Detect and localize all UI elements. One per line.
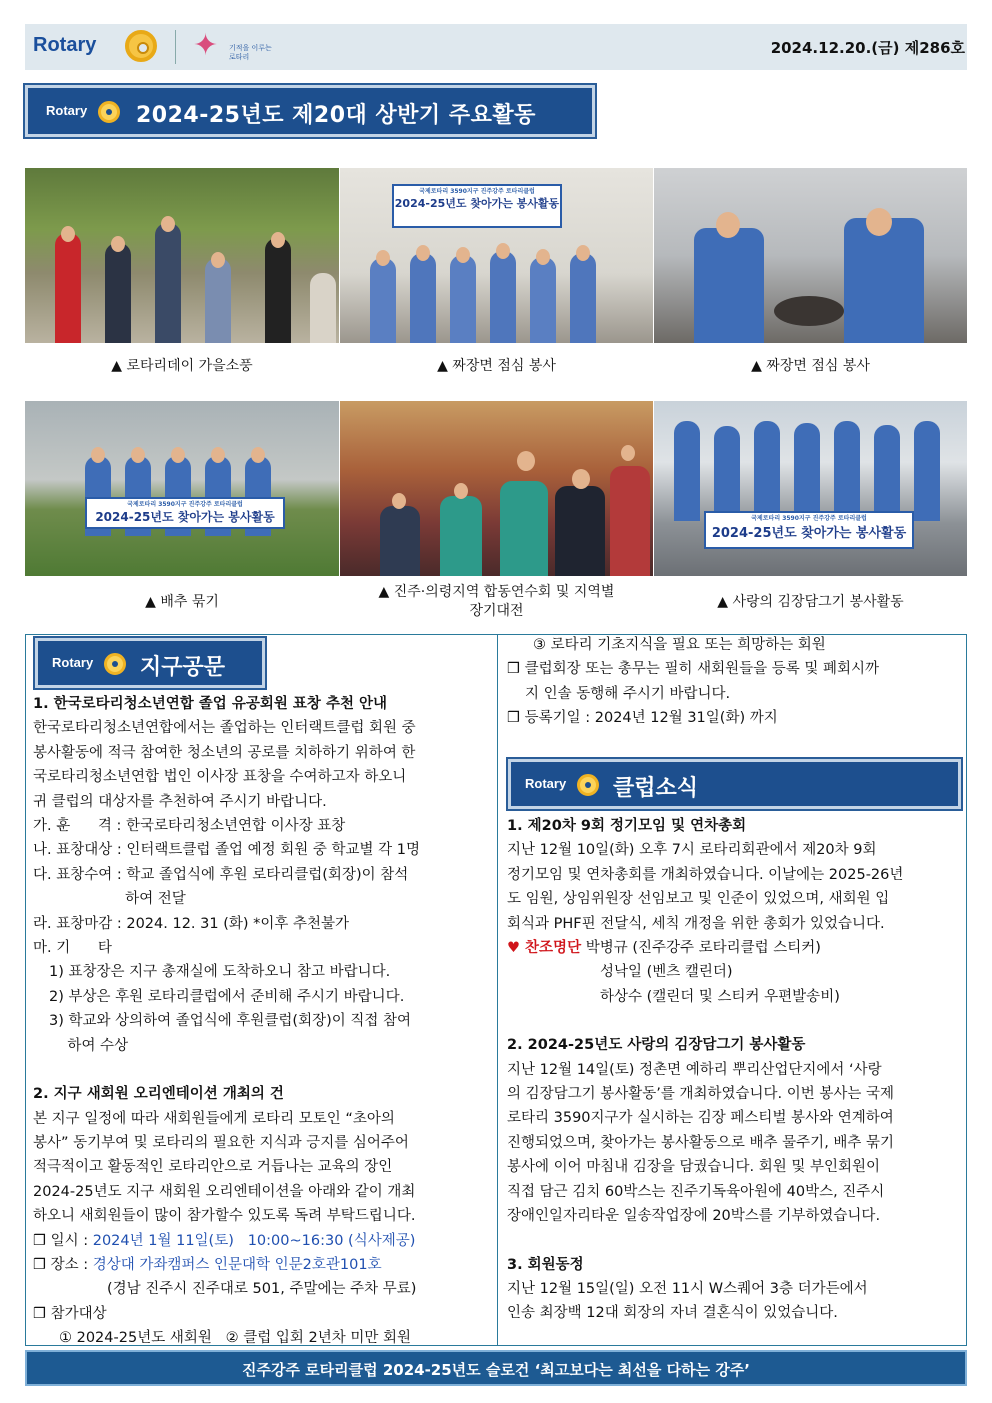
event-date-row <box>33 1229 491 1253</box>
event-date-value: 2024년 1월 11일(토) 10:00~16:30 (식사제공) <box>92 1232 416 1249</box>
spacer <box>507 1229 963 1253</box>
event-target-row: ③ 로타리 기초지식을 필요 또는 희망하는 회원 <box>533 637 826 653</box>
notice-note: ❒ 등록기일 : 2024년 12월 31일(화) 까지 <box>507 710 778 727</box>
issue-date: 2024.12.20.(금) 제286호 <box>770 39 965 57</box>
rotary-wheel-icon <box>125 30 157 62</box>
club-news-column <box>507 814 963 1326</box>
news-body-line: 지난 12월 10일(화) 오후 7시 로타리회관에서 제20차 9회 <box>507 842 877 859</box>
news-heading: 3. 회원동정 <box>507 1256 584 1273</box>
photo-caption: ▲ 짜장면 점심 봉사 <box>751 358 870 374</box>
news-body-line: 정기모임 및 연차총회를 개최하였습니다. 이날에는 2025-26년 <box>507 866 904 883</box>
photo-lunch-service-cooking <box>654 168 967 343</box>
notice-note: 1) 표창장은 지구 총재실에 도착하오니 참고 바랍니다. <box>49 964 391 981</box>
club-slogan: 진주강주 로타리클럽 2024-25년도 슬로건 ‘최고보다는 최선을 다하는 강주’ <box>241 1361 751 1379</box>
photo-caption-two-line <box>340 583 653 621</box>
notice-body-line: 봉사” 동기부여 및 로타리의 필요한 지식과 긍지를 심어주어 <box>33 1134 409 1151</box>
news-body-line: 도 임원, 상임위원장 선임보고 및 인준이 있었으며, 새회원 입 <box>507 891 890 908</box>
event-banner-top: 국제로타리 3590지구 진주강주 로타리클럽 <box>419 188 535 195</box>
event-target-label: ❒ 참가대상 <box>33 1305 107 1322</box>
sponsor-label: ♥ 찬조명단 <box>507 940 582 957</box>
news-body-line: 지난 12월 14일(토) 정촌면 예하리 뿌리산업단지에서 ‘사랑 <box>507 1061 882 1078</box>
news-body-line: 회식과 PHF핀 전달식, 세칙 개정을 위한 총회가 있었습니다. <box>507 915 885 932</box>
section-title: 지구공문 <box>140 655 226 680</box>
news-body-line: 로타리 3590지구가 실시하는 김장 페스티벌 봉사와 연계하여 <box>507 1110 894 1127</box>
sponsor-entry: 박병규 (진주강주 로타리클럽 스티커) <box>585 940 821 957</box>
photo-caption: ▲ 짜장면 점심 봉사 <box>437 358 556 374</box>
news-body-line: 봉사에 이어 마침내 김장을 담궜습니다. 회원 및 부인회원이 <box>507 1159 881 1176</box>
notice-row: 다. 표창수여 : 학교 졸업식에 후원 로타리클럽(회장)이 참석 <box>33 866 409 883</box>
photo-lunch-service-group <box>340 168 653 343</box>
notice-row: 마. 기 타 <box>33 940 112 957</box>
tagline-line-1: 기적을 이루는 <box>229 44 272 52</box>
photo-caption-line-2: 장기대전 <box>469 603 524 619</box>
header-tagline <box>229 44 272 62</box>
photo-kimjang-event <box>654 401 967 576</box>
club-section-banner <box>508 759 961 809</box>
notice-body-line: 본 지구 일정에 따라 새회원들에게 로타리 모토인 “초아의 <box>33 1110 395 1127</box>
notice-row: 가. 훈 격 : 한국로타리청소년연합 이사장 표창 <box>33 818 346 835</box>
sponsor-row <box>507 936 963 960</box>
event-place-row <box>33 1253 491 1277</box>
event-banner-text: 2024-25년도 찾아가는 봉사활동 <box>711 526 907 541</box>
district-notice-continuation <box>507 633 963 731</box>
main-title-banner <box>25 85 595 137</box>
banner-rotary-label: Rotary <box>46 103 88 118</box>
photo-caption-line-1: ▲ 진주·의령지역 합동연수회 및 지역별 <box>378 584 615 600</box>
notice-note: 지 인솔 동행해 주시기 바랍니다. <box>525 685 731 702</box>
star-logo-icon: ✦ <box>193 28 219 63</box>
photo-caption: ▲ 로타리데이 가을소풍 <box>111 358 253 374</box>
notice-row: 라. 표창마감 : 2024. 12. 31 (화) *이후 추천불가 <box>33 915 350 932</box>
wok-pan <box>774 296 844 326</box>
banner-rotary-label: Rotary <box>525 776 567 791</box>
rotary-wheel-icon <box>98 101 120 123</box>
event-banner-top: 국제로타리 3590지구 진주강주 로타리클럽 <box>127 501 243 508</box>
rotary-logo-text: Rotary <box>33 34 97 56</box>
notice-note: 2) 부상은 후원 로타리클럽에서 준비해 주시기 바랍니다. <box>49 988 405 1005</box>
notice-body-line: 봉사활동에 적극 참여한 청소년의 공로를 치하하기 위하여 한 <box>33 744 416 761</box>
photo-caption: ▲ 사랑의 김장담그기 봉사활동 <box>717 594 904 610</box>
photo-autumn-picnic <box>25 168 339 343</box>
news-heading: 1. 제20차 9회 정기모임 및 연차총회 <box>507 818 747 834</box>
notice-body-line: 적극적이고 활동적인 로타리안으로 거듭나는 교육의 장인 <box>33 1159 393 1176</box>
photo-joint-training <box>340 401 653 576</box>
banner-rotary-label: Rotary <box>52 655 94 670</box>
notice-body-line: 귀 클럽의 대상자를 추천하여 주시기 바랍니다. <box>33 793 327 810</box>
event-banner-text: 2024-25년도 찾아가는 봉사활동 <box>95 510 275 524</box>
photo-cabbage-tying <box>25 401 339 576</box>
event-banner <box>704 511 914 549</box>
notice-note: 하여 수상 <box>49 1037 129 1054</box>
spacer <box>507 1009 963 1033</box>
sponsor-entry: 성낙일 (벤츠 캘린더) <box>600 964 733 981</box>
news-body-line: 의 김장담그기 봉사활동’를 개최하였습니다. 이번 봉사는 국제 <box>507 1086 895 1103</box>
section-title: 클럽소식 <box>613 776 699 801</box>
notice-body-line: 한국로타리청소년연합에서는 졸업하는 인터랙트클럽 회원 중 <box>33 720 416 737</box>
news-body-line: 진행되었으며, 찾아가는 봉사활동으로 배추 물주기, 배추 묶기 <box>507 1134 895 1151</box>
main-title: 2024-25년도 제20대 상반기 주요활동 <box>136 103 536 128</box>
event-banner-top: 국제로타리 3590지구 진주강주 로타리클럽 <box>751 515 867 522</box>
news-body-line: 직접 담근 김치 60박스는 진주기독육아원에 40박스, 진주시 <box>507 1183 885 1200</box>
notice-heading: 2. 지구 새회원 오리엔테이션 개최의 건 <box>33 1086 284 1103</box>
notice-body-line: 하오니 새회원들이 많이 참가할수 있도록 독려 부탁드립니다. <box>33 1208 416 1225</box>
event-place-address: (경남 진주시 진주대로 501, 주말에는 주차 무료) <box>107 1281 417 1298</box>
notice-body-line: 2024-25년도 지구 새회원 오리엔테이션을 아래와 같이 개최 <box>33 1183 416 1200</box>
rotary-wheel-icon <box>104 653 126 675</box>
event-date-label: ❒ 일시 : <box>33 1232 93 1249</box>
photo-caption: ▲ 배추 묶기 <box>145 594 219 610</box>
tagline-line-2: 로타리 <box>229 53 250 61</box>
column-divider <box>497 634 498 1346</box>
notice-note: ❒ 클럽회장 또는 총무는 필히 새회원들을 등록 및 폐회시까 <box>507 661 880 678</box>
district-notice-column <box>33 692 491 1351</box>
header-divider <box>175 30 176 64</box>
spacer <box>33 1058 491 1082</box>
news-body-line: 지난 12월 15일(일) 오전 11시 W스퀘어 3층 더가든에서 <box>507 1280 868 1297</box>
event-place-value: 경상대 가좌캠퍼스 인문대학 인문2호관101호 <box>92 1256 382 1273</box>
notice-body-line: 국로타리청소년연합 법인 이사장 표창을 수여하고자 하오니 <box>33 769 407 786</box>
news-body-line: 장애인일자리타운 일송작업장에 20박스를 기부하였습니다. <box>507 1208 881 1225</box>
district-section-banner <box>35 638 265 688</box>
sponsor-entry: 하상수 (캘린더 및 스티커 우편발송비) <box>600 988 840 1005</box>
notice-row: 나. 표창대상 : 인터랙트클럽 졸업 예정 회원 중 학교별 각 1명 <box>33 842 420 859</box>
event-banner <box>85 497 285 529</box>
news-body-line: 인송 최장백 12대 회장의 자녀 결혼식이 있었습니다. <box>507 1305 838 1322</box>
event-banner <box>392 184 562 228</box>
slogan-footer <box>25 1350 967 1386</box>
event-banner-text: 2024-25년도 찾아가는 봉사활동 <box>394 197 560 210</box>
event-target-row: ① 2024-25년도 새회원 ② 클럽 입회 2년차 미만 회원 <box>59 1330 412 1347</box>
notice-note: 3) 학교와 상의하여 졸업식에 후원클럽(회장)이 직접 참여 <box>49 1013 412 1030</box>
news-heading: 2. 2024-25년도 사랑의 김장담그기 봉사활동 <box>507 1037 806 1054</box>
notice-row: 하여 전달 <box>33 891 186 908</box>
event-place-label: ❒ 장소 : <box>33 1256 93 1273</box>
notice-heading: 1. 한국로타리청소년연합 졸업 유공회원 표창 추천 안내 <box>33 696 388 712</box>
newsletter-header <box>25 24 967 70</box>
rotary-wheel-icon <box>577 774 599 796</box>
